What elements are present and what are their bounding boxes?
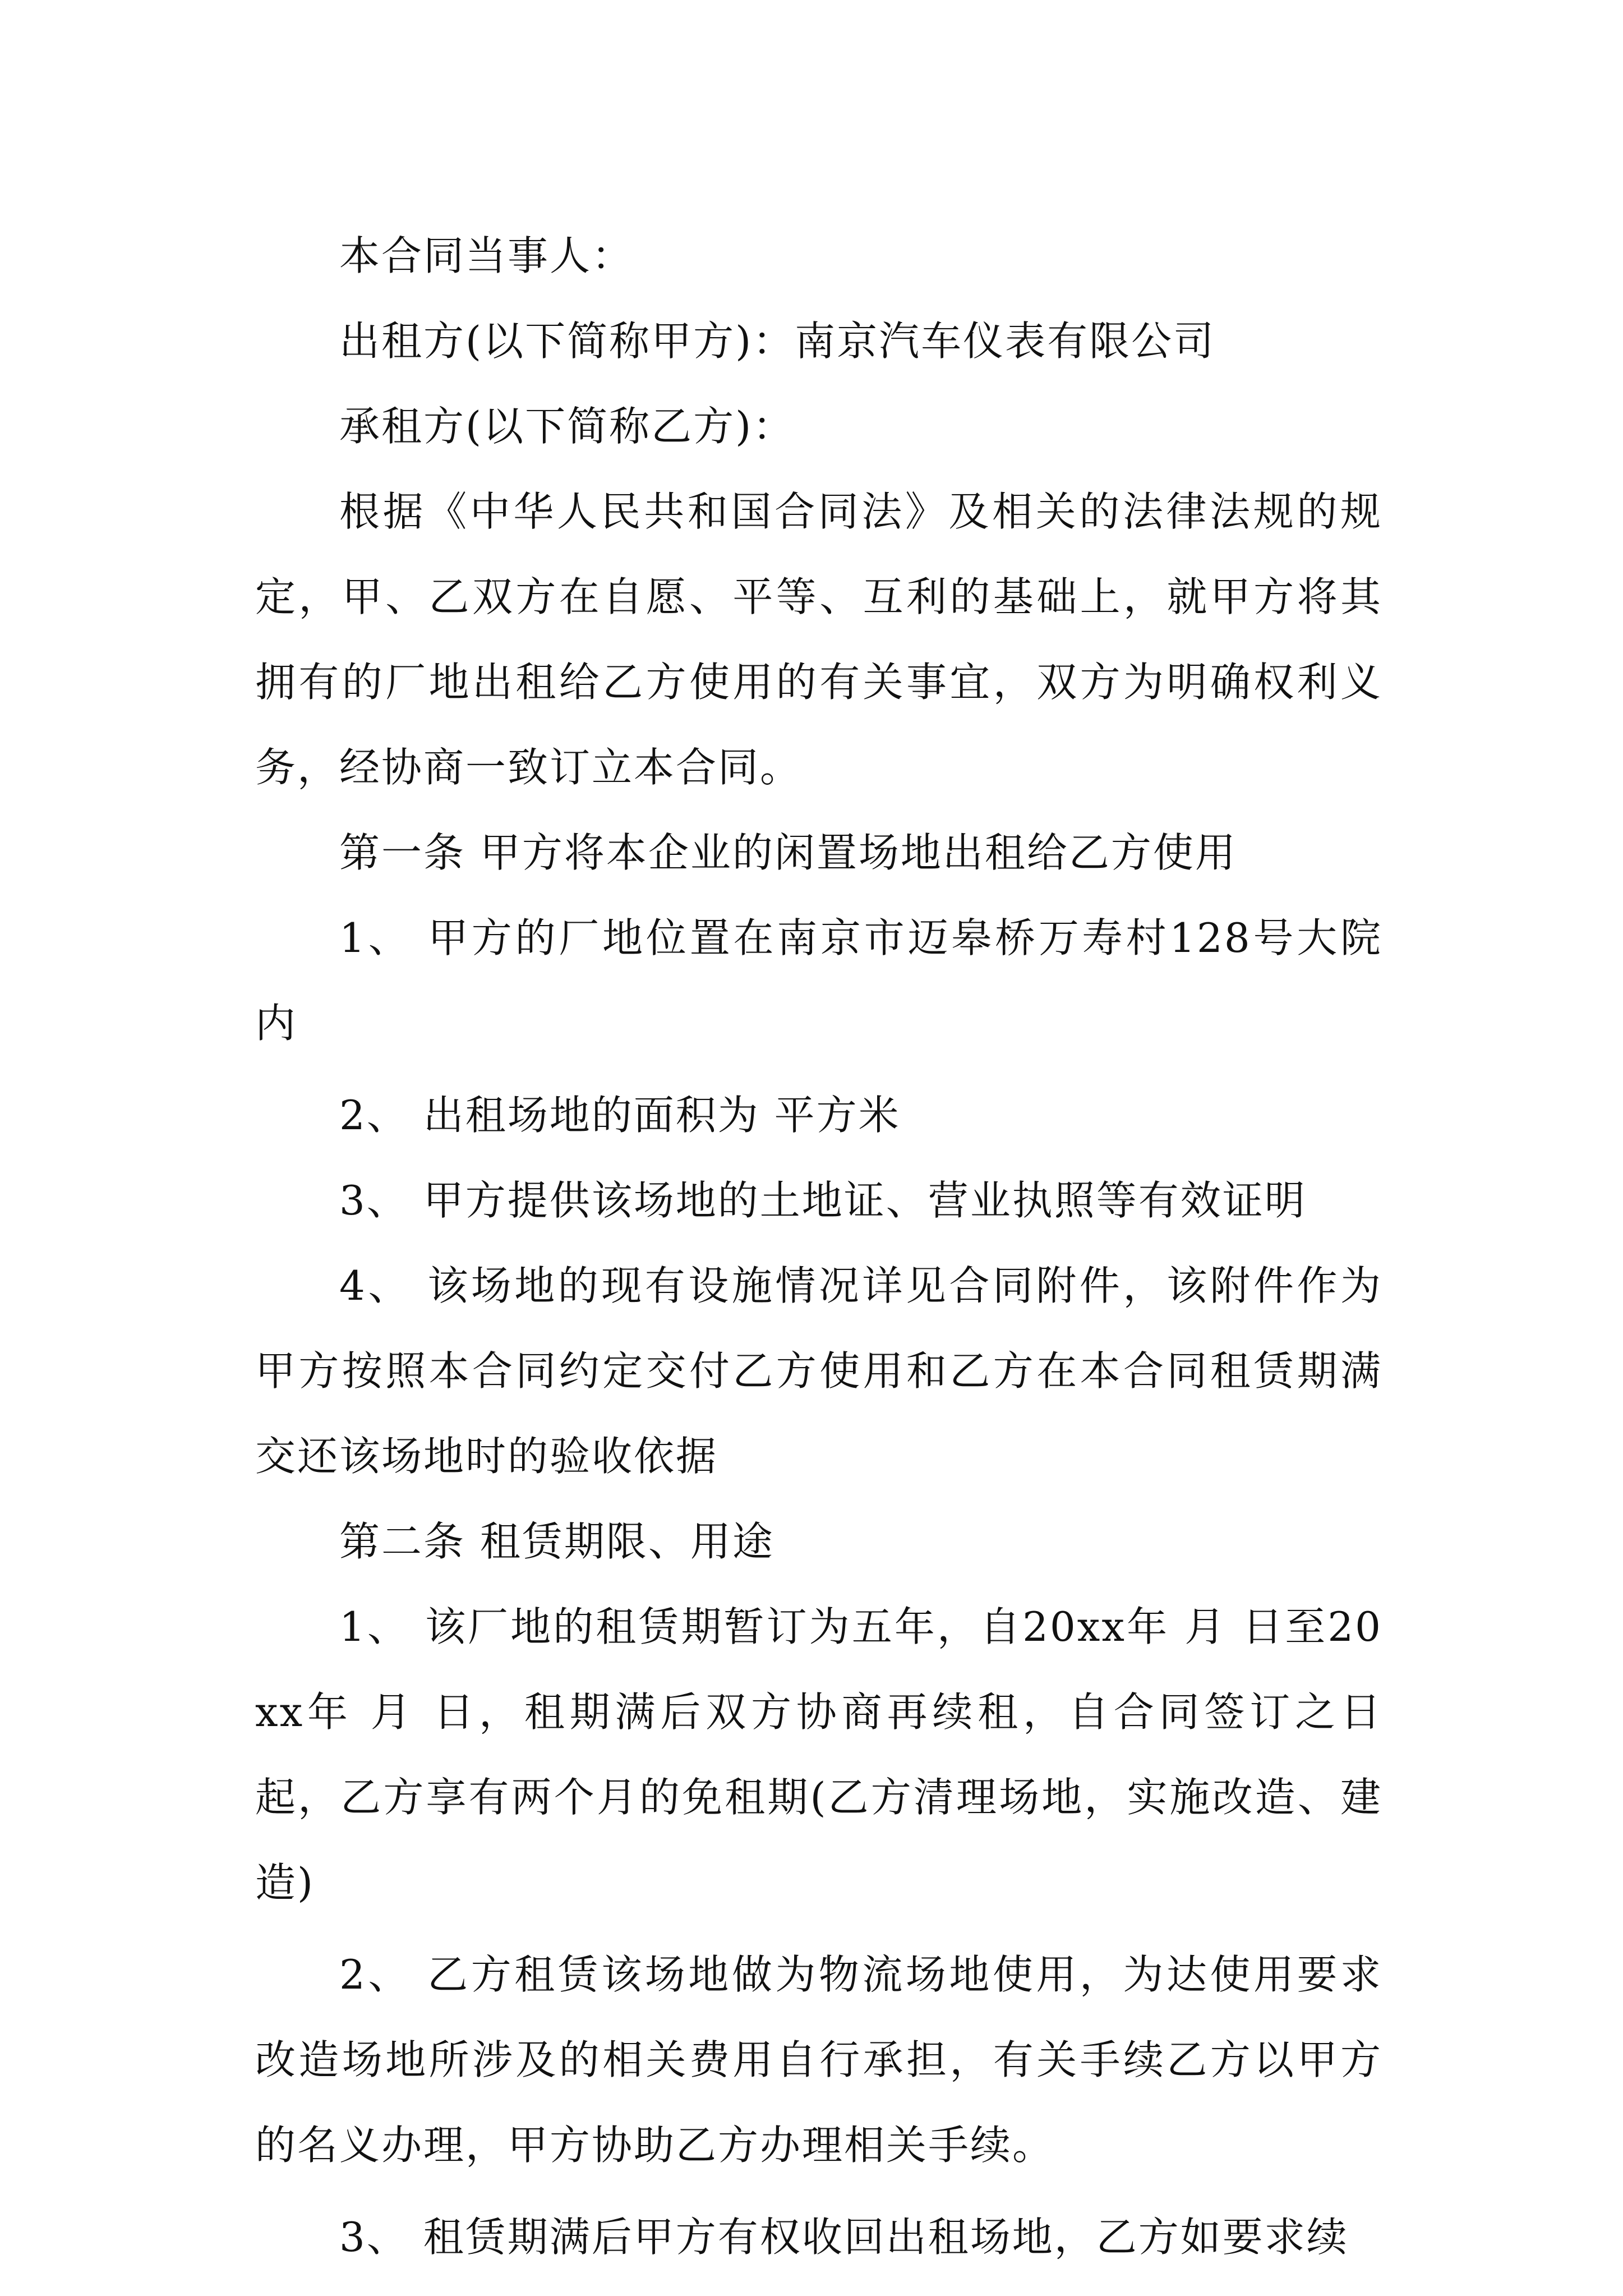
article-2-heading: 第二条 租赁期限、用途 [339, 1518, 774, 1565]
preamble-paragraph: 根据《中华人民共和国合同法》及相关的法律法规的规定，甲、乙双方在自愿、平等、互利的基础上，就甲方将其拥有的厂地出租给乙方使用的有关事宜，双方为明确权利义务，经协商一致订立本合同。 [255, 488, 1382, 791]
contract-body [255, 213, 1382, 2280]
article-1-item-3: 3、 甲方提供该场地的土地证、营业执照等有效证明 [339, 1177, 1307, 1224]
parties-heading: 本合同当事人： [339, 232, 634, 279]
article-2-item-3: 3、 租赁期满后甲方有权收回出租场地，乙方如要求续 [339, 2214, 1349, 2261]
article-2-item-2: 2、 乙方租赁该场地做为物流场地使用，为达使用要求改造场地所涉及的相关费用自行承担，有关手续乙方以甲方的名义办理，甲方协助乙方办理相关手续。 [255, 1951, 1382, 2169]
article-2-item-1: 1、 该厂地的租赁期暂订为五年，自20xx年 月 日至20xx年 月 日，租期满后双方协商再续租，自合同签订之日起，乙方享有两个月的免租期(乙方清理场地，实施改造、建造) [255, 1603, 1382, 1906]
article-1-item-4: 4、 该场地的现有设施情况详见合同附件，该附件作为甲方按照本合同约定交付乙方使用和乙方在本合同租赁期满交还该场地时的验收依据 [255, 1262, 1382, 1480]
article-1-item-2: 2、 出租场地的面积为 平方米 [339, 1092, 901, 1139]
lessor-line: 出租方(以下简称甲方)：南京汽车仪表有限公司 [339, 318, 1216, 365]
article-1-item-1: 1、 甲方的厂地位置在南京市迈皋桥万寿村128号大院内 [255, 914, 1382, 1047]
article-1-heading: 第一条 甲方将本企业的闲置场地出租给乙方使用 [339, 829, 1237, 876]
lessee-line: 承租方(以下简称乙方)： [339, 403, 795, 450]
